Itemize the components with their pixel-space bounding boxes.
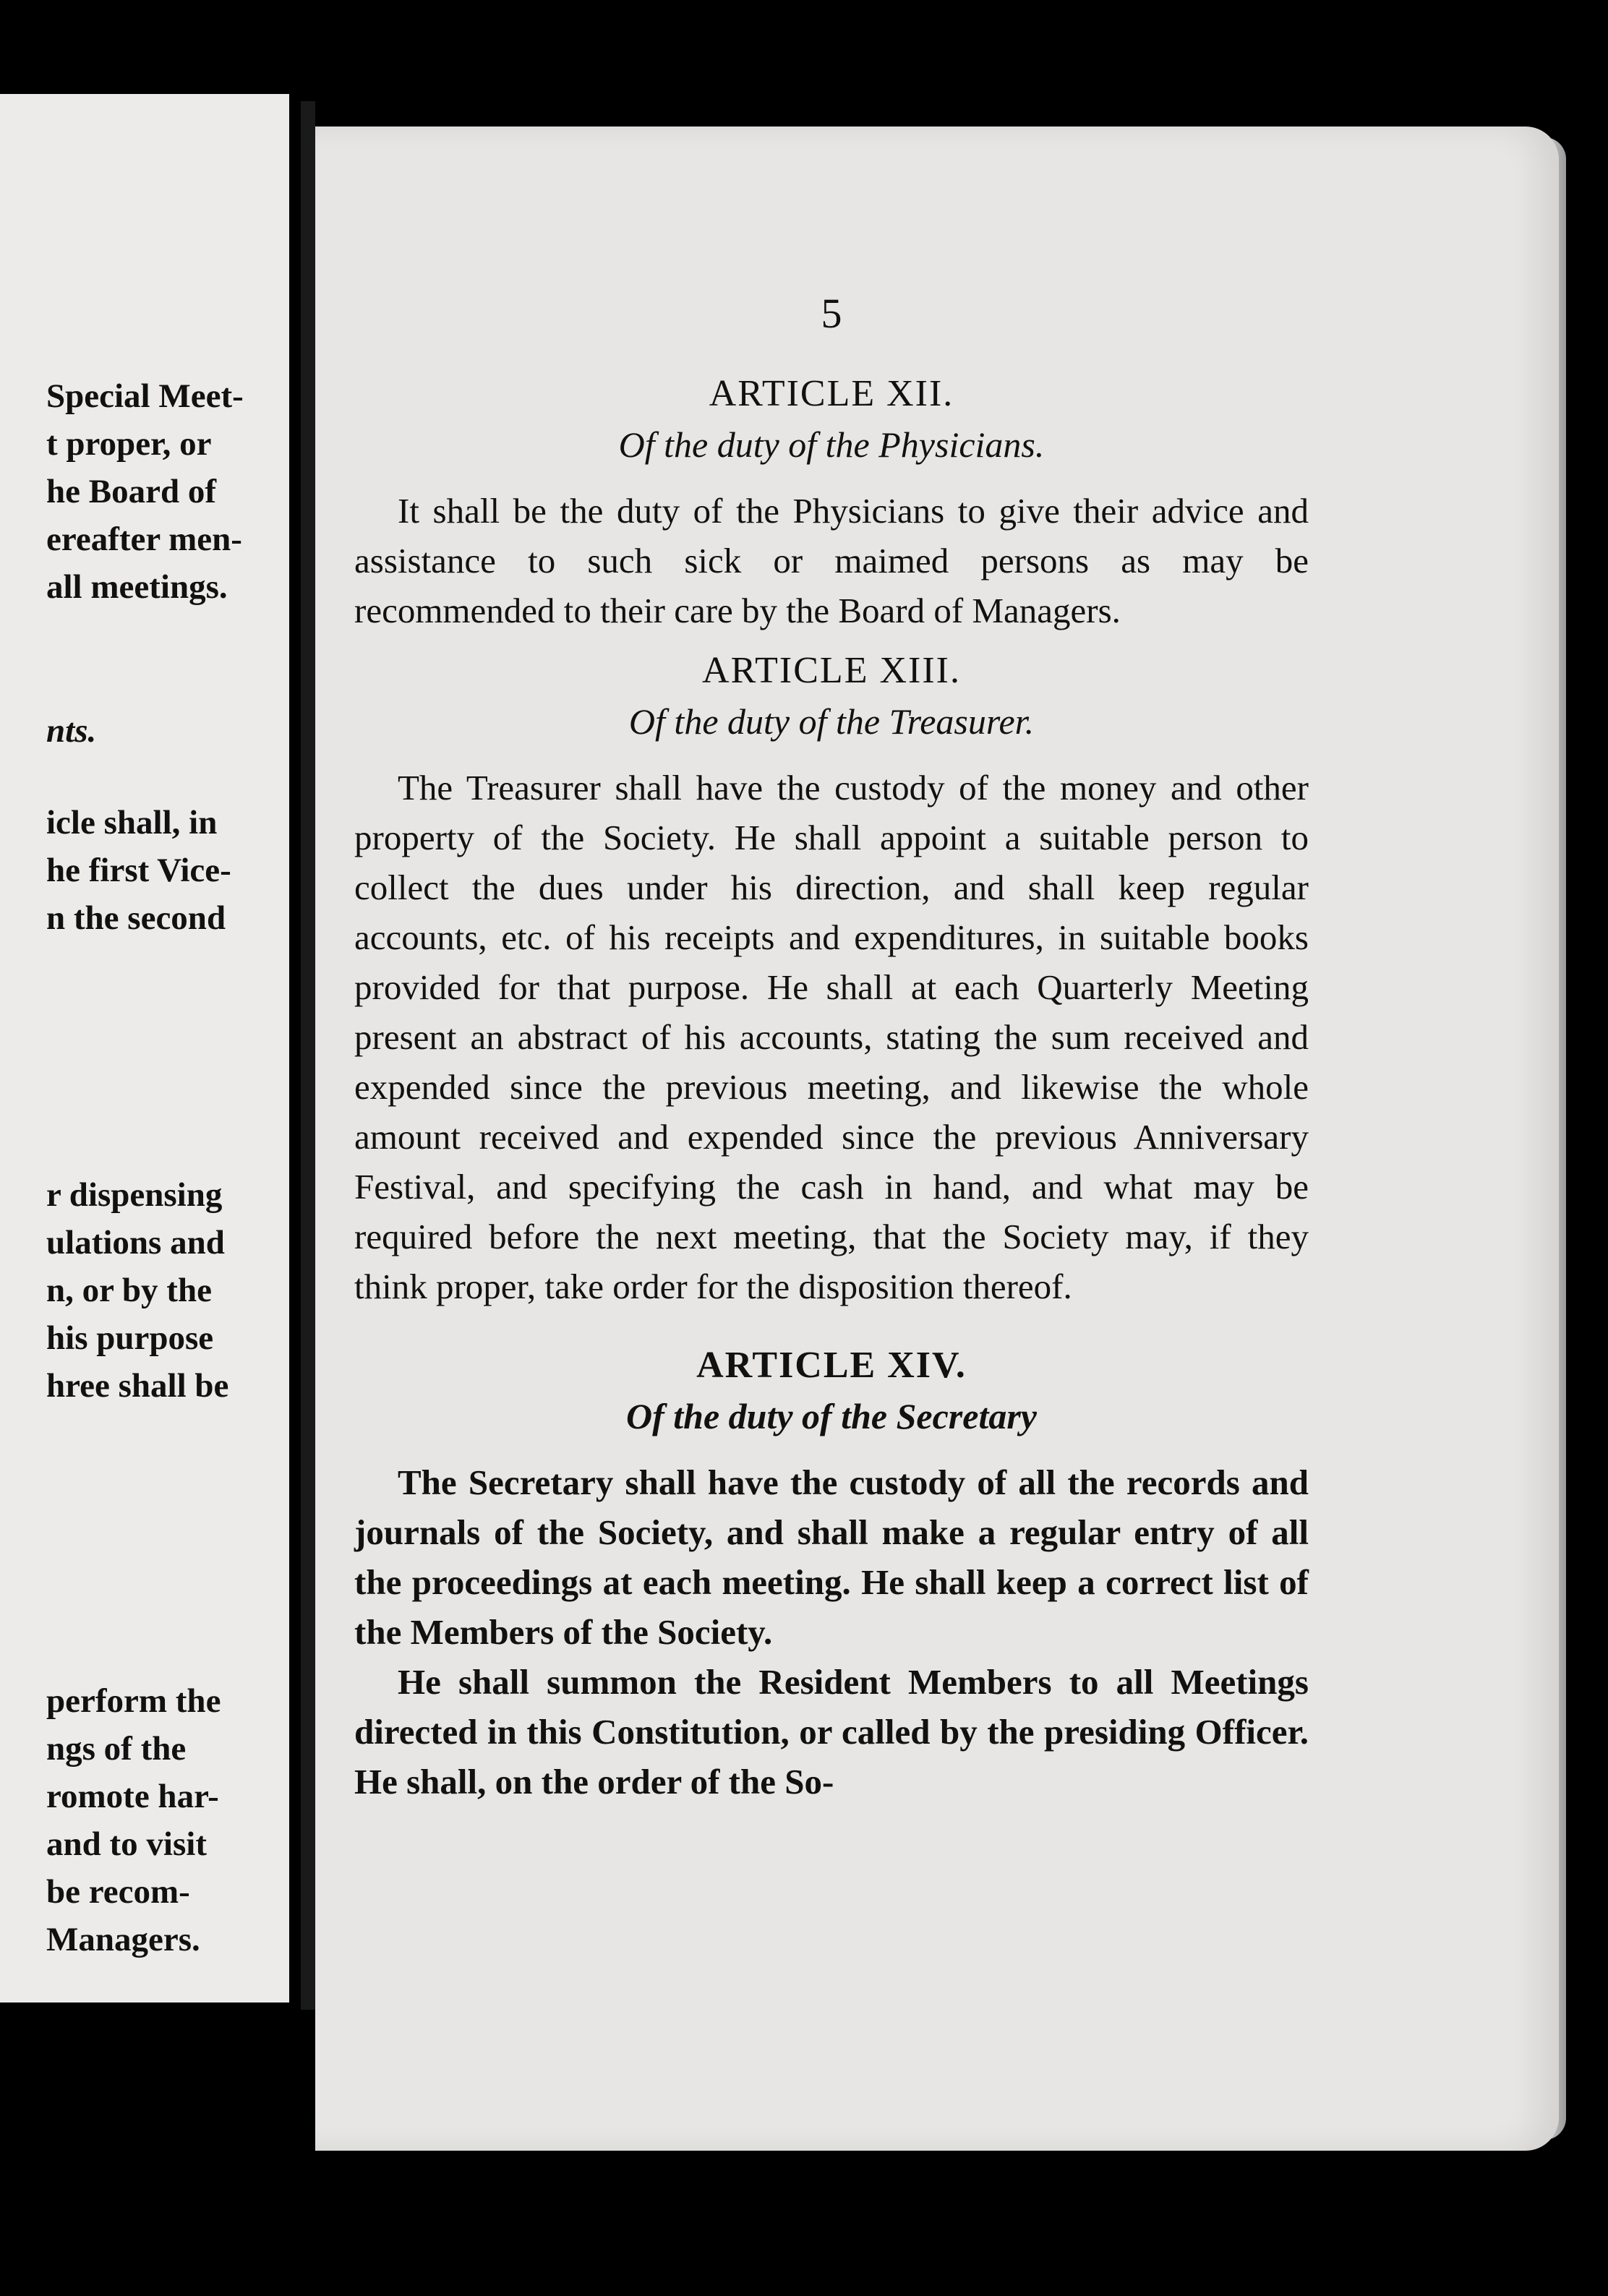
left-line-17: romote har- [46,1778,219,1815]
left-line-8: he first Vice- [46,852,231,889]
article-xii [354,369,1309,635]
left-line-1: Special Meet- [46,377,244,415]
left-line-6: nts. [46,712,97,750]
book-spine [301,101,315,2010]
page-content [354,289,1309,1807]
article-subheading: Of the duty of the Secretary [626,1396,1037,1436]
left-line-10: r dispensing [46,1176,223,1214]
left-line-5: all meetings. [46,568,228,606]
left-line-16: ngs of the [46,1730,187,1768]
article-heading: ARTICLE XIII. [702,650,961,691]
article-paragraph: It shall be the duty of the Physicians to give their advice and assistance to such sick or maimed persons as may be recommended to their care by the Board of Managers. [354,491,1309,630]
article-paragraph: The Treasurer shall have the custody of the money and other property of the Society. He shall appoint a suitable person to collect the dues under his direction, and shall keep regular accounts, etc. of his receipts and expenditures, in suitable books provided for that purpose. He shall at each Quarterly Meeting present an abstract of his accounts, stating the sum received and expended since the previous meeting, and likewise the whole amount received and expended since the previous Anniversary Festival, and specifying the cash in hand, and what may be required before the next meeting, that the Society may, if they think proper, take order for the disposition thereof. [354,768,1309,1306]
left-line-9: n the second [46,899,226,937]
left-line-13: his purpose [46,1319,214,1357]
left-page-fragment [0,94,289,2002]
page-number: 5 [821,290,842,337]
article-paragraph: He shall summon the Resident Members to all Meetings directed in this Constitution, or called by the presiding Officer. He shall, on the order of the So- [354,1662,1309,1802]
article-heading: ARTICLE XII. [709,373,954,414]
article-xiii [354,646,1309,1311]
left-line-3: he Board of [46,473,216,510]
left-line-2: t proper, or [46,425,212,463]
left-line-12: n, or by the [46,1272,212,1309]
article-xiv [354,1340,1309,1807]
left-line-7: icle shall, in [46,804,218,841]
left-line-14: hree shall be [46,1367,229,1405]
article-subheading: Of the duty of the Physicians. [618,424,1045,465]
article-paragraph: The Secretary shall have the custody of all the records and journals of the Society, and shall make a regular entry of all the proceedings at each meeting. He shall keep a correct list of the Members of the Society. [354,1462,1309,1652]
left-line-15: perform the [46,1682,221,1720]
left-line-19: be recom- [46,1873,190,1911]
left-line-4: ereafter men- [46,521,242,558]
left-line-20: Managers. [46,1921,200,1958]
article-subheading: Of the duty of the Treasurer. [628,701,1035,742]
article-heading: ARTICLE XIV. [696,1345,967,1386]
left-line-18: and to visit [46,1825,207,1863]
left-line-11: ulations and [46,1224,225,1261]
